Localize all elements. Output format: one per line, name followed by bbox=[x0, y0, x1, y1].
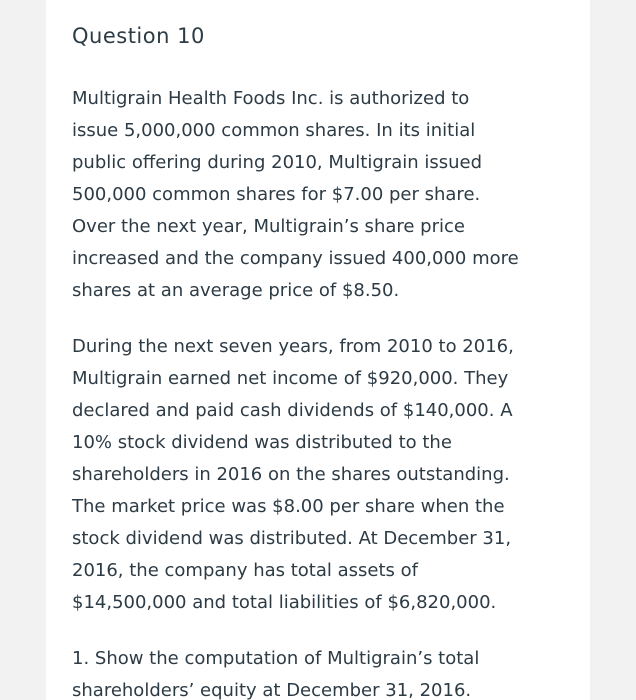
question-card bbox=[46, 0, 590, 700]
question-paragraph-details: During the next seven years, from 2010 to 2016, Multigrain earned net income of $920,000. They declared and paid cash dividends of $140,000. A 10% stock dividend was distributed to the shareholders in 2016 on the shares outstanding. The market price was $8.00 per share when the stock dividend was distributed. At December 31, 2016, the company has total assets of $14,500,000 and total liabilities of $6,820,000. bbox=[72, 336, 514, 613]
question-title: Question 10 bbox=[72, 24, 205, 48]
question-paragraph-intro: Multigrain Health Foods Inc. is authorized to issue 5,000,000 common shares. In its initial public offering during 2010, Multigrain issued 500,000 common shares for $7.00 per share. Over the next year, Multigrain’s share price increased and the company issued 400,000 more shares at an average price of $8.50. bbox=[72, 88, 519, 301]
question-paragraph-task: 1. Show the computation of Multigrain’s total shareholders’ equity at December 31, 2016. bbox=[72, 648, 480, 700]
